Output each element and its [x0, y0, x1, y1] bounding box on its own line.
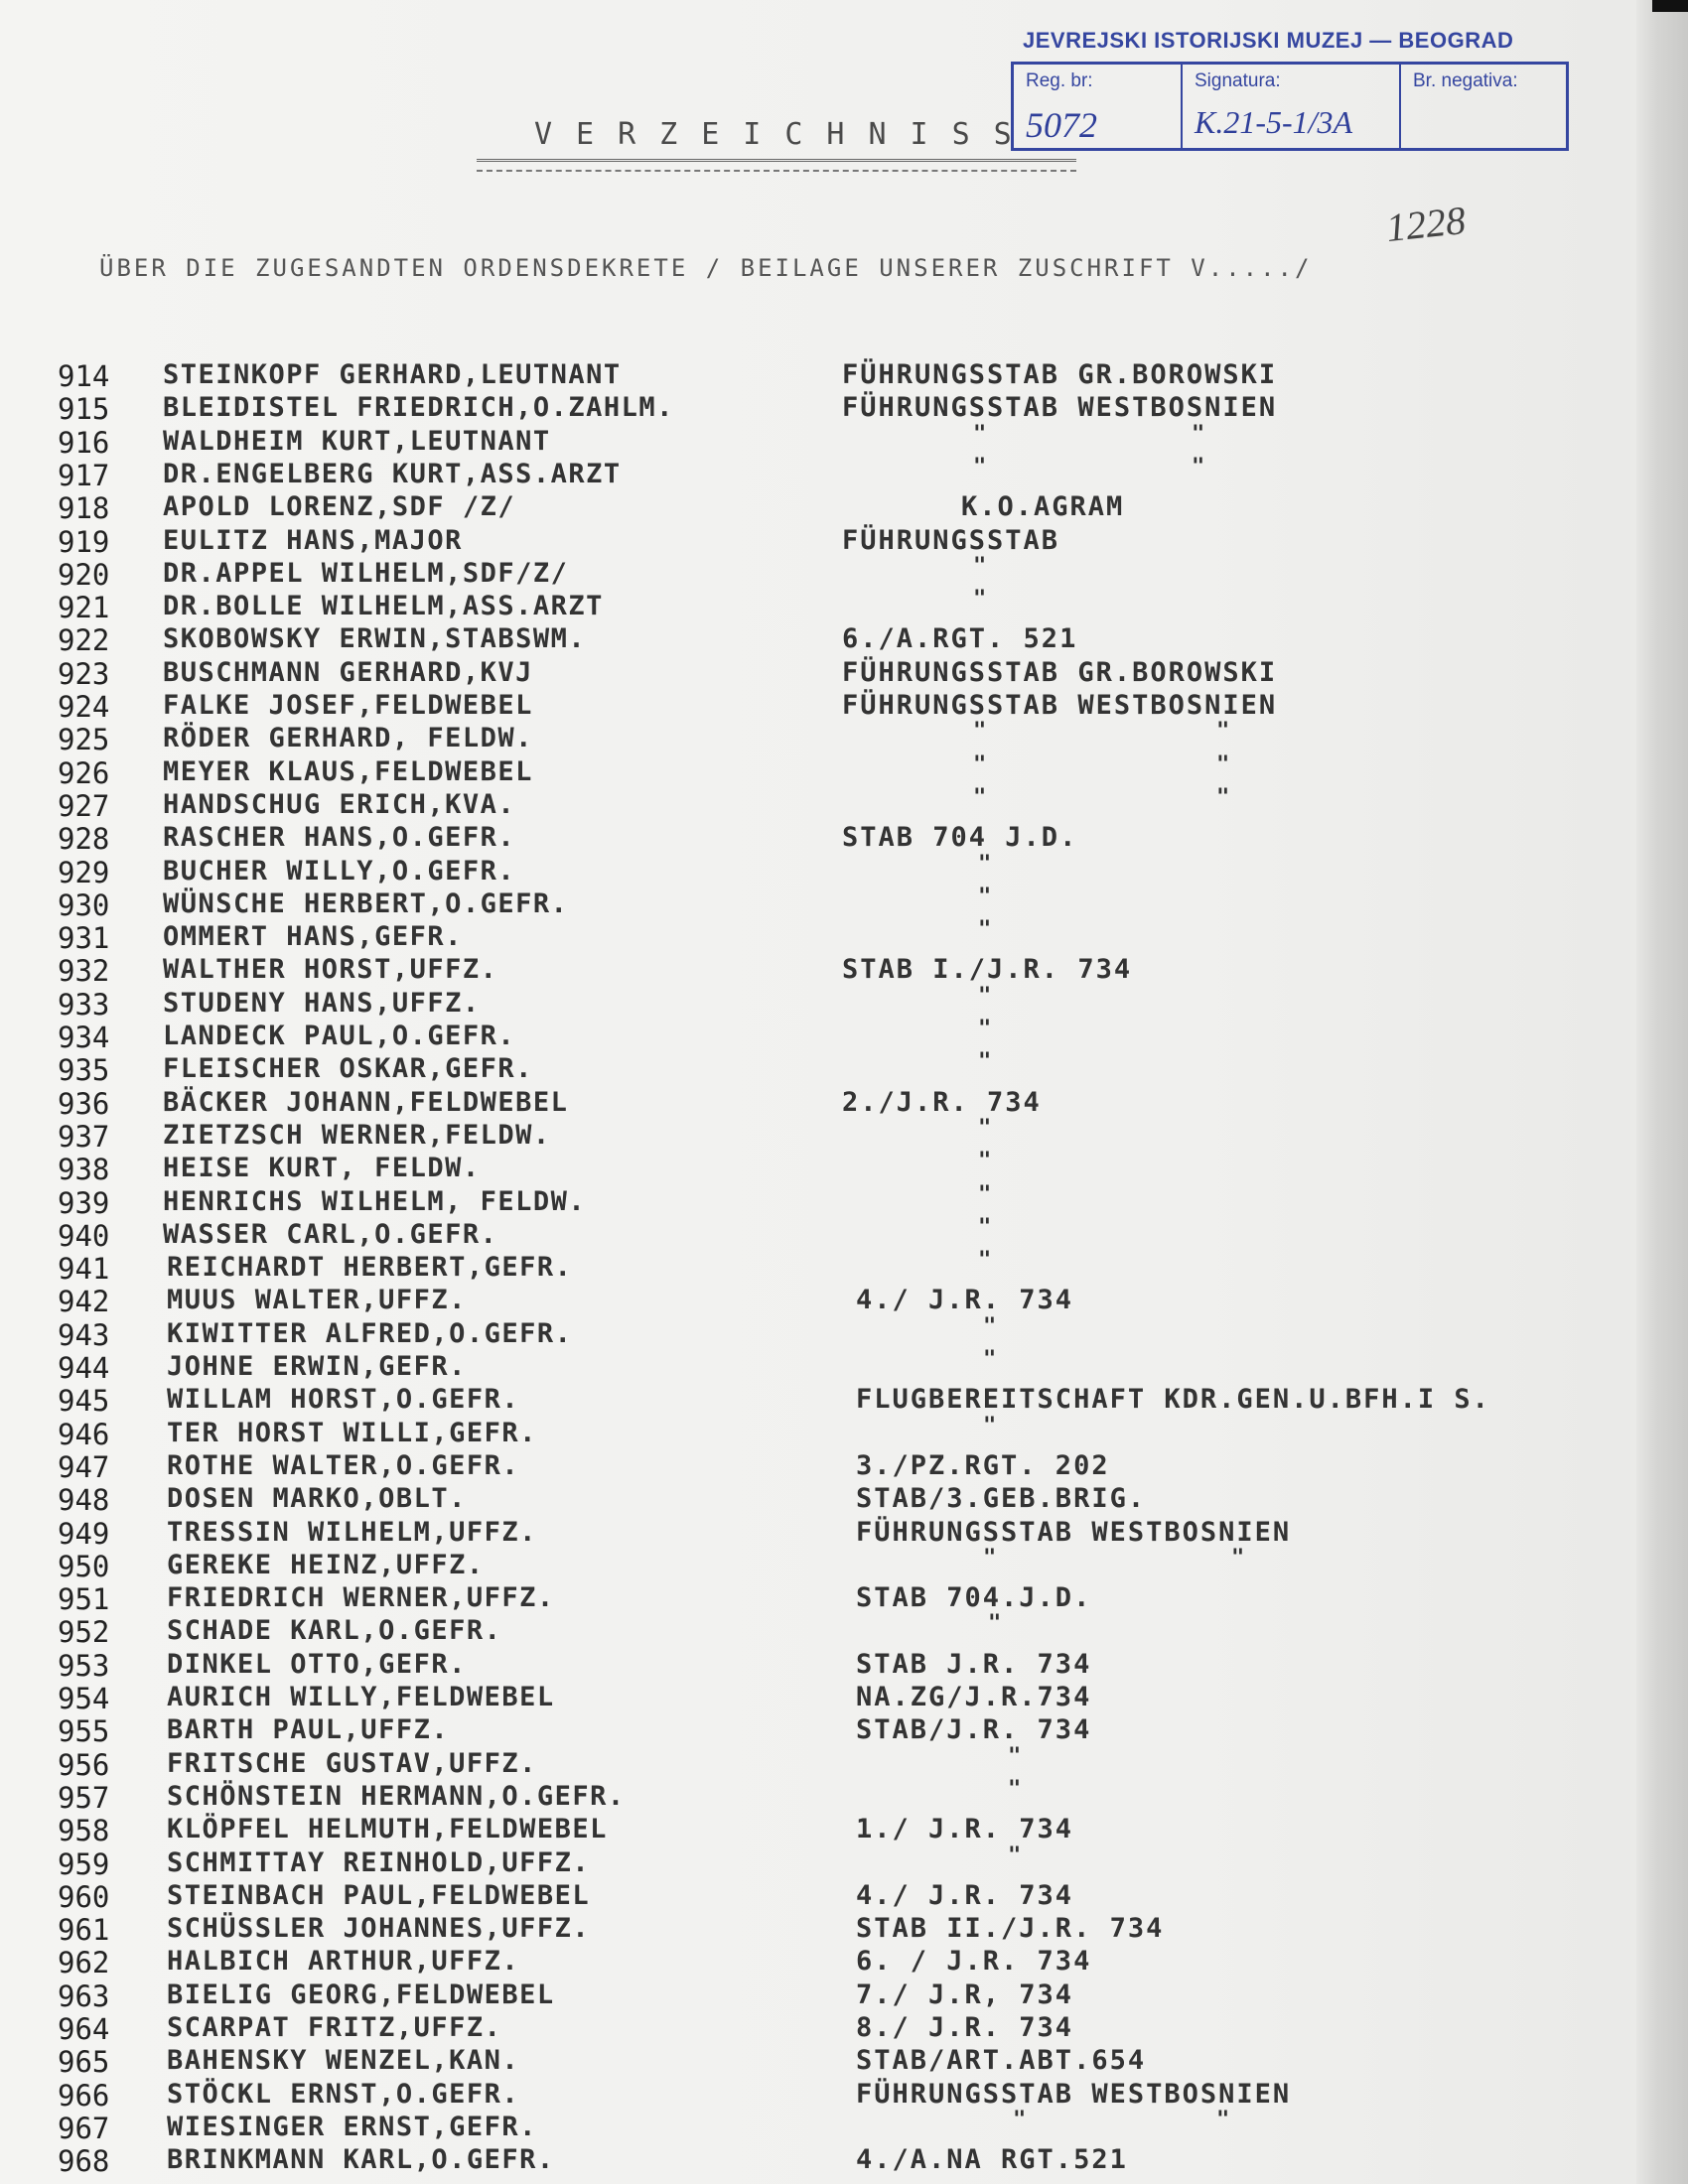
entry-number: 942 — [58, 1285, 110, 1319]
entry-name: BÄCKER JOHANN,FELDWEBEL — [163, 1086, 569, 1118]
entry-row — [0, 719, 1628, 757]
entry-row — [0, 491, 1628, 525]
entry-unit: FLUGBEREITSCHAFT KDR.GEN.U.BFH.I S. — [856, 1384, 1490, 1416]
entry-row — [0, 1913, 1628, 1947]
ditto-mark: " — [978, 884, 992, 909]
title-underline — [477, 159, 1076, 172]
entry-number: 928 — [58, 822, 110, 857]
entry-number: 941 — [58, 1252, 110, 1287]
entry-name: BLEIDISTEL FRIEDRICH,O.ZAHLM. — [163, 392, 674, 424]
entry-name: STEINBACH PAUL,FELDWEBEL — [167, 1879, 591, 1911]
entry-name: WASSER CARL,O.GEFR. — [163, 1218, 498, 1250]
entry-row — [0, 1248, 1628, 1287]
entry-name: JOHNE ERWIN,GEFR. — [167, 1351, 467, 1382]
entry-row — [0, 1115, 1628, 1154]
entry-row — [0, 1582, 1628, 1616]
entry-unit: FÜHRUNGSSTAB WESTBOSNIEN — [842, 392, 1278, 424]
ditto-mark: " — [978, 1115, 992, 1141]
entry-row — [0, 1545, 1628, 1583]
entry-number: 926 — [58, 755, 110, 790]
entry-number: 922 — [58, 623, 110, 658]
stamp-signatura-cell — [1183, 65, 1401, 148]
entry-number: 965 — [58, 2045, 110, 2080]
entry-unit: 6. / J.R. 734 — [856, 1946, 1092, 1978]
entry-row — [0, 2012, 1628, 2046]
entry-row — [0, 822, 1628, 856]
entry-name: SCHMITTAY REINHOLD,UFFZ. — [167, 1846, 591, 1878]
entry-name: STUDENY HANS,UFFZ. — [163, 987, 481, 1019]
page-edge-shadow — [1636, 0, 1688, 2184]
entry-number: 930 — [58, 887, 110, 922]
entry-name: ZIETZSCH WERNER,FELDW. — [163, 1119, 551, 1151]
entry-number: 918 — [58, 491, 110, 526]
ditto-mark: " — [978, 1017, 992, 1041]
entry-row — [0, 553, 1628, 592]
entry-row — [0, 587, 1628, 625]
entry-row — [0, 421, 1628, 460]
document-subtitle: ÜBER DIE ZUGESANDTEN ORDENSDEKRETE / BEILAGE UNSERER ZUSCHRIFT V...../ — [99, 254, 1313, 282]
stamp-reg-cell — [1014, 65, 1183, 148]
entry-unit: FÜHRUNGSSTAB GR.BOROWSKI — [842, 359, 1278, 390]
entry-number: 924 — [58, 690, 110, 724]
ditto-mark: " — [973, 421, 987, 447]
ditto-mark: " — [978, 1181, 992, 1207]
entry-name: LANDECK PAUL,O.GEFR. — [163, 1021, 516, 1051]
entry-number: 964 — [58, 2012, 110, 2046]
entry-name: WALTHER HORST,UFFZ. — [163, 954, 498, 986]
entry-name: HEISE KURT, FELDW. — [163, 1153, 481, 1184]
entry-row — [0, 1384, 1628, 1418]
entry-unit: FÜHRUNGSSTAB WESTBOSNIEN — [842, 690, 1278, 721]
ditto-mark: " — [1008, 1776, 1022, 1802]
entry-name: DINKEL OTTO,GEFR. — [167, 1648, 467, 1680]
entry-name: AURICH WILLY,FELDWEBEL — [167, 1682, 555, 1712]
ditto-mark: " — [973, 751, 987, 777]
entry-name: WILLAM HORST,O.GEFR. — [167, 1384, 520, 1416]
entry-row — [0, 1517, 1628, 1551]
entry-number: 940 — [58, 1218, 110, 1253]
entry-row — [0, 2107, 1628, 2145]
entry-unit: 7./ J.R, 734 — [856, 1979, 1074, 2010]
entry-name: SKOBOWSKY ERWIN,STABSWM. — [163, 623, 587, 655]
entry-row — [0, 983, 1628, 1022]
entry-number: 944 — [58, 1351, 110, 1385]
entry-number: 935 — [58, 1053, 110, 1088]
entry-name: BUSCHMANN GERHARD,KVJ — [163, 656, 533, 688]
ditto-mark: " — [988, 1611, 1002, 1637]
entry-number: 967 — [58, 2111, 110, 2145]
entry-name: APOLD LORENZ,SDF /Z/ — [163, 491, 516, 523]
entry-name: FRIEDRICH WERNER,UFFZ. — [167, 1582, 555, 1614]
entry-number: 929 — [58, 855, 110, 889]
entry-name: DR.BOLLE WILHELM,ASS.ARZT — [163, 591, 604, 622]
entry-row — [0, 1450, 1628, 1484]
entry-name: DR.APPEL WILHELM,SDF/Z/ — [163, 557, 569, 589]
entry-name: STÖCKL ERNST,O.GEFR. — [167, 2078, 520, 2110]
entry-row — [0, 1313, 1628, 1352]
entry-number: 923 — [58, 656, 110, 691]
entry-row — [0, 1880, 1628, 1914]
entry-name: WALDHEIM KURT,LEUTNANT — [163, 425, 551, 457]
entry-row — [0, 1611, 1628, 1650]
stamp-signatura-value: K.21-5-1/3A — [1195, 104, 1353, 140]
entry-name: STEINKOPF GERHARD,LEUTNANT — [163, 359, 622, 390]
entry-name: SCHÖNSTEIN HERMANN,O.GEFR. — [167, 1780, 626, 1812]
entry-unit: 4./ J.R. 734 — [856, 1879, 1074, 1911]
entry-unit: STAB 704.J.D. — [856, 1582, 1092, 1614]
entry-row — [0, 454, 1628, 492]
entry-name: REICHARDT HERBERT,GEFR. — [167, 1252, 573, 1284]
entry-row — [0, 784, 1628, 823]
ditto-mark: " — [1192, 421, 1205, 447]
entry-name: KLÖPFEL HELMUTH,FELDWEBEL — [167, 1814, 608, 1845]
entry-name: TRESSIN WILHELM,UFFZ. — [167, 1516, 537, 1548]
entry-row — [0, 392, 1628, 426]
stamp-negativa-cell — [1401, 65, 1564, 148]
entry-unit: STAB I./J.R. 734 — [842, 954, 1133, 986]
entry-row — [0, 690, 1628, 724]
ditto-mark: " — [983, 1413, 997, 1438]
museum-stamp-header: JEVREJSKI ISTORIJSKI MUZEJ — BEOGRAD — [1023, 28, 1514, 53]
entry-row — [0, 1214, 1628, 1253]
entry-unit: STAB J.R. 734 — [856, 1648, 1092, 1680]
museum-stamp-box — [1011, 62, 1569, 151]
entry-name: GEREKE HEINZ,UFFZ. — [167, 1549, 485, 1580]
entry-number: 962 — [58, 1946, 110, 1980]
scan-corner — [1652, 0, 1688, 12]
entry-row — [0, 359, 1628, 393]
entry-row — [0, 623, 1628, 657]
entry-name: DOSEN MARKO,OBLT. — [167, 1483, 467, 1515]
ditto-mark: " — [1008, 1843, 1022, 1868]
entry-unit: STAB/ART.ABT.654 — [856, 2045, 1147, 2077]
ditto-mark: " — [978, 1149, 992, 1174]
entry-number: 925 — [58, 723, 110, 757]
entry-row — [0, 1285, 1628, 1318]
entry-number: 947 — [58, 1449, 110, 1484]
entry-unit: 2./J.R. 734 — [842, 1086, 1042, 1118]
entry-row — [0, 1149, 1628, 1187]
entry-row — [0, 1017, 1628, 1054]
entry-number: 950 — [58, 1549, 110, 1583]
entry-name: HANDSCHUG ERICH,KVA. — [163, 788, 516, 820]
entry-name: DR.ENGELBERG KURT,ASS.ARZT — [163, 458, 622, 489]
ditto-mark: " — [1216, 719, 1230, 745]
entry-number: 921 — [58, 591, 110, 625]
entry-row — [0, 917, 1628, 956]
entry-name: RASCHER HANS,O.GEFR. — [163, 822, 516, 854]
entry-name: SCHÜSSLER JOHANNES,UFFZ. — [167, 1913, 591, 1945]
entry-row — [0, 1946, 1628, 1979]
entry-name: BIELIG GEORG,FELDWEBEL — [167, 1979, 555, 2010]
ditto-mark: " — [978, 1214, 992, 1240]
entry-row — [0, 851, 1628, 889]
entry-number: 946 — [58, 1417, 110, 1451]
entry-unit: 1./ J.R. 734 — [856, 1814, 1074, 1845]
entry-name: BARTH PAUL,UFFZ. — [167, 1714, 450, 1746]
ditto-mark: " — [1216, 784, 1230, 810]
entry-number: 955 — [58, 1714, 110, 1749]
stamp-reg-value: 5072 — [1026, 105, 1097, 145]
ditto-mark: " — [978, 1049, 992, 1075]
entry-unit: FÜHRUNGSSTAB GR.BOROWSKI — [842, 656, 1278, 688]
entry-unit: FÜHRUNGSSTAB — [842, 524, 1060, 556]
ditto-mark: " — [978, 983, 992, 1009]
entry-number: 927 — [58, 788, 110, 823]
entry-row — [0, 1413, 1628, 1451]
entry-name: ROTHE WALTER,O.GEFR. — [167, 1449, 520, 1481]
entry-number: 920 — [58, 557, 110, 592]
entry-number: 915 — [58, 392, 110, 427]
entry-row — [0, 1776, 1628, 1815]
stamp-signatura-label: Signatura: — [1195, 70, 1281, 91]
entry-number: 945 — [58, 1384, 110, 1419]
entry-name: WÜNSCHE HERBERT,O.GEFR. — [163, 887, 569, 919]
entry-row — [0, 2045, 1628, 2079]
entry-number: 949 — [58, 1516, 110, 1551]
entry-row — [0, 1714, 1628, 1748]
entry-number: 956 — [58, 1747, 110, 1782]
entry-number: 936 — [58, 1086, 110, 1121]
entry-name: OMMERT HANS,GEFR. — [163, 921, 463, 953]
entry-name: BRINKMANN KARL,O.GEFR. — [167, 2144, 555, 2176]
entry-unit: K.O.AGRAM — [961, 491, 1125, 523]
ditto-mark: " — [1216, 751, 1230, 777]
entry-name: FRITSCHE GUSTAV,UFFZ. — [167, 1747, 537, 1779]
entry-row — [0, 525, 1628, 559]
entry-number: 932 — [58, 954, 110, 989]
entry-name: BUCHER WILLY,O.GEFR. — [163, 855, 516, 887]
entry-name: BAHENSKY WENZEL,KAN. — [167, 2045, 520, 2077]
entry-row — [0, 2079, 1628, 2113]
entry-row — [0, 1087, 1628, 1121]
ditto-mark: " — [973, 553, 987, 579]
entry-name: HALBICH ARTHUR,UFFZ. — [167, 1946, 520, 1978]
entry-number: 958 — [58, 1814, 110, 1848]
ditto-mark: " — [978, 917, 992, 943]
entry-unit: 6./A.RGT. 521 — [842, 623, 1078, 655]
entry-name: SCARPAT FRITZ,UFFZ. — [167, 2012, 502, 2043]
entry-name: MEYER KLAUS,FELDWEBEL — [163, 755, 533, 787]
ditto-mark: " — [983, 1347, 997, 1372]
entry-number: 943 — [58, 1317, 110, 1352]
entry-number: 948 — [58, 1483, 110, 1518]
stamp-negativa-label: Br. negativa: — [1413, 70, 1518, 91]
ditto-mark: " — [978, 1248, 992, 1274]
entry-row — [0, 954, 1628, 988]
entry-number: 931 — [58, 921, 110, 956]
entry-number: 919 — [58, 524, 110, 559]
entry-number: 961 — [58, 1913, 110, 1948]
entry-name: FALKE JOSEF,FELDWEBEL — [163, 690, 533, 721]
ditto-mark: " — [1008, 1743, 1022, 1769]
entry-unit: STAB/3.GEB.BRIG. — [856, 1483, 1147, 1515]
entry-name: MUUS WALTER,UFFZ. — [167, 1285, 467, 1316]
ditto-mark: " — [973, 719, 987, 745]
ditto-mark: " — [1192, 454, 1205, 479]
entry-number: 951 — [58, 1582, 110, 1617]
entry-name: TER HORST WILLI,GEFR. — [167, 1417, 537, 1448]
entry-number: 952 — [58, 1615, 110, 1650]
entry-unit: 3./PZ.RGT. 202 — [856, 1449, 1110, 1481]
entry-name: EULITZ HANS,MAJOR — [163, 524, 463, 556]
entry-number: 939 — [58, 1185, 110, 1220]
entry-name: WIESINGER ERNST,GEFR. — [167, 2111, 537, 2142]
entry-name: KIWITTER ALFRED,O.GEFR. — [167, 1317, 573, 1349]
document-title: VERZEICHNISS — [534, 117, 1036, 152]
entry-unit: STAB/J.R. 734 — [856, 1714, 1092, 1746]
entry-number: 938 — [58, 1153, 110, 1187]
entry-row — [0, 657, 1628, 691]
ditto-mark: " — [983, 1545, 997, 1570]
entry-name: FLEISCHER OSKAR,GEFR. — [163, 1053, 533, 1085]
entry-number: 960 — [58, 1879, 110, 1914]
entry-number: 968 — [58, 2144, 110, 2179]
ditto-mark: " — [973, 784, 987, 810]
entry-row — [0, 1049, 1628, 1088]
entry-row — [0, 1814, 1628, 1847]
entry-row — [0, 1181, 1628, 1220]
ditto-mark: " — [1231, 1545, 1245, 1570]
entry-row — [0, 1483, 1628, 1517]
entry-row — [0, 1347, 1628, 1385]
entry-unit: 4./ J.R. 734 — [856, 1285, 1074, 1316]
entry-name: RÖDER GERHARD, FELDW. — [163, 723, 533, 754]
entry-unit: FÜHRUNGSSTAB WESTBOSNIEN — [856, 1516, 1292, 1548]
ditto-mark: " — [1216, 2107, 1230, 2132]
entry-name: HENRICHS WILHELM, FELDW. — [163, 1185, 587, 1217]
entry-number: 917 — [58, 458, 110, 492]
entry-row — [0, 2144, 1628, 2178]
entry-number: 957 — [58, 1780, 110, 1815]
entry-unit: FÜHRUNGSSTAB WESTBOSNIEN — [856, 2078, 1292, 2110]
ditto-mark: " — [973, 587, 987, 613]
ditto-mark: " — [973, 454, 987, 479]
entry-unit: 4./A.NA RGT.521 — [856, 2144, 1128, 2176]
entry-unit: 8./ J.R. 734 — [856, 2012, 1074, 2043]
ditto-mark: " — [978, 851, 992, 877]
entry-number: 959 — [58, 1846, 110, 1881]
entry-unit: NA.ZG/J.R.734 — [856, 1682, 1092, 1712]
handwritten-number: 1228 — [1383, 197, 1469, 251]
entry-number: 937 — [58, 1119, 110, 1154]
entry-number: 934 — [58, 1021, 110, 1054]
ditto-mark: " — [1013, 2107, 1027, 2132]
entry-row — [0, 884, 1628, 922]
entry-number: 933 — [58, 987, 110, 1022]
entry-number: 954 — [58, 1682, 110, 1715]
entry-number: 953 — [58, 1648, 110, 1683]
entry-unit: STAB 704 J.D. — [842, 822, 1078, 854]
ditto-mark: " — [983, 1313, 997, 1339]
entry-row — [0, 751, 1628, 790]
entry-number: 966 — [58, 2078, 110, 2113]
entry-row — [0, 1843, 1628, 1881]
entry-number: 914 — [58, 359, 110, 393]
entry-row — [0, 1979, 1628, 2013]
entry-name: SCHADE KARL,O.GEFR. — [167, 1615, 502, 1647]
entry-unit: STAB II./J.R. 734 — [856, 1913, 1165, 1945]
entry-row — [0, 1743, 1628, 1782]
entry-row — [0, 1682, 1628, 1715]
entry-row — [0, 1649, 1628, 1683]
entry-number: 963 — [58, 1979, 110, 2013]
stamp-reg-label: Reg. br: — [1026, 70, 1093, 91]
entry-number: 916 — [58, 425, 110, 460]
